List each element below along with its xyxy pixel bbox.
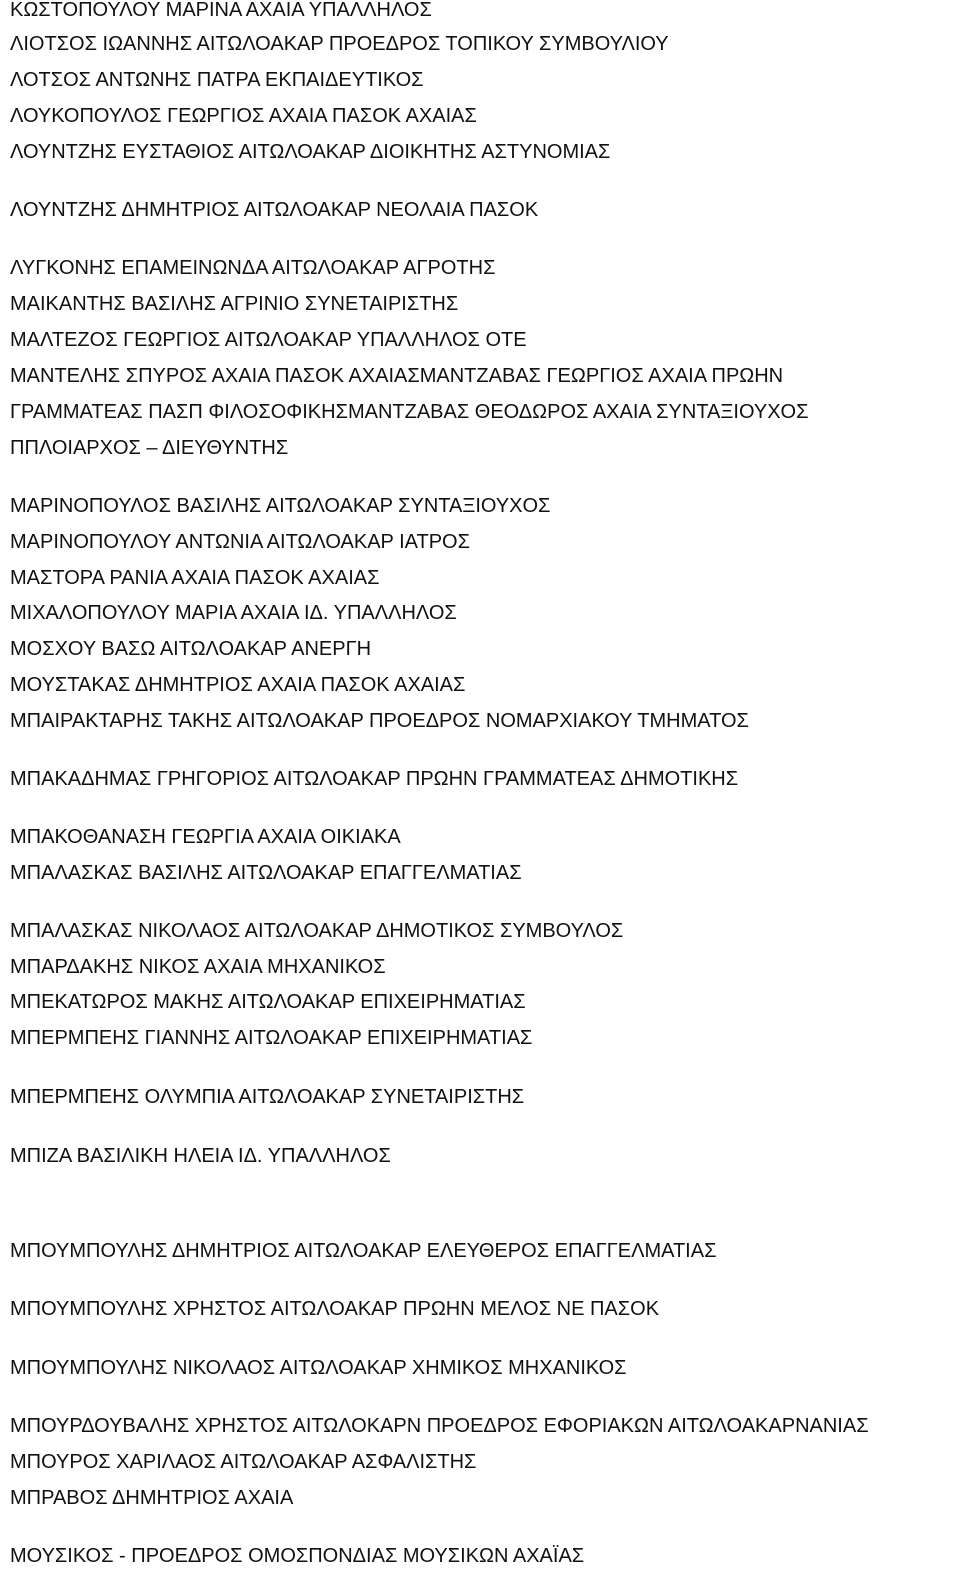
document-line: ΚΩΣΤΟΠΟΥΛΟΥ ΜΑΡΙΝΑ ΑΧΑΙΑ ΥΠΑΛΛΗΛΟΣ xyxy=(10,0,432,21)
document-line: ΜΑΛΤΕΖΟΣ ΓΕΩΡΓΙΟΣ ΑΙΤΩΛΟΑΚΑΡ ΥΠΑΛΛΗΛΟΣ ΟΤΕ xyxy=(10,329,527,351)
document-line: ΜΠΟΥΜΠΟΥΛΗΣ ΝΙΚΟΛΑΟΣ ΑΙΤΩΛΟΑΚΑΡ ΧΗΜΙΚΟΣ ΜΗΧΑΝΙΚΟΣ xyxy=(10,1357,627,1379)
document-line: ΛΥΓΚΟΝΗΣ ΕΠΑΜΕΙΝΩΝΔΑ ΑΙΤΩΛΟΑΚΑΡ ΑΓΡΟΤΗΣ xyxy=(10,257,496,279)
document-line: ΜΟΥΣΙΚΟΣ - ΠΡΟΕΔΡΟΣ ΟΜΟΣΠΟΝΔΙΑΣ ΜΟΥΣΙΚΩΝ ΑΧΑΪΑΣ xyxy=(10,1545,585,1567)
document-line: ΜΑΡΙΝΟΠΟΥΛΟΣ ΒΑΣΙΛΗΣ ΑΙΤΩΛΟΑΚΑΡ ΣΥΝΤΑΞΙΟΥΧΟΣ xyxy=(10,495,551,517)
document-line: ΜΟΣΧΟΥ ΒΑΣΩ ΑΙΤΩΛΟΑΚΑΡ ΑΝΕΡΓΗ xyxy=(10,638,372,660)
document-line: ΛΙΟΤΣΟΣ ΙΩΑΝΝΗΣ ΑΙΤΩΛΟΑΚΑΡ ΠΡΟΕΔΡΟΣ ΤΟΠΙΚΟΥ ΣΥΜΒΟΥΛΙΟΥ xyxy=(10,33,669,55)
document-line: ΜΠΟΥΡΔΟΥΒΑΛΗΣ ΧΡΗΣΤΟΣ ΑΙΤΩΛΟΚΑΡΝ ΠΡΟΕΔΡΟΣ ΕΦΟΡΙΑΚΩΝ ΑΙΤΩΛΟΑΚΑΡΝΑΝΙΑΣ xyxy=(10,1415,869,1437)
document-line: ΜΟΥΣΤΑΚΑΣ ΔΗΜΗΤΡΙΟΣ ΑΧΑΙΑ ΠΑΣΟΚ ΑΧΑΙΑΣ xyxy=(10,674,466,696)
document-line: ΜΠΕΡΜΠΕΗΣ ΟΛΥΜΠΙΑ ΑΙΤΩΛΟΑΚΑΡ ΣΥΝΕΤΑΙΡΙΣΤΗΣ xyxy=(10,1086,525,1108)
document-line: ΛΟΥΝΤΖΗΣ ΔΗΜΗΤΡΙΟΣ ΑΙΤΩΛΟΑΚΑΡ ΝΕΟΛΑΙΑ ΠΑΣΟΚ xyxy=(10,199,539,221)
document-line: ΠΠΛΟΙΑΡΧΟΣ – ΔΙΕΥΘΥΝΤΗΣ xyxy=(10,437,289,459)
document-line: ΜΠΟΥΜΠΟΥΛΗΣ ΧΡΗΣΤΟΣ ΑΙΤΩΛΟΑΚΑΡ ΠΡΩΗΝ ΜΕΛΟΣ ΝΕ ΠΑΣΟΚ xyxy=(10,1298,660,1320)
document-line: ΜΠΟΥΜΠΟΥΛΗΣ ΔΗΜΗΤΡΙΟΣ ΑΙΤΩΛΟΑΚΑΡ ΕΛΕΥΘΕΡΟΣ ΕΠΑΓΓΕΛΜΑΤΙΑΣ xyxy=(10,1240,717,1262)
document-line: ΜΠΙΖΑ ΒΑΣΙΛΙΚΗ ΗΛΕΙΑ ΙΔ. ΥΠΑΛΛΗΛΟΣ xyxy=(10,1145,391,1167)
document-line: ΛΟΤΣΟΣ ΑΝΤΩΝΗΣ ΠΑΤΡΑ ΕΚΠΑΙΔΕΥΤΙΚΟΣ xyxy=(10,69,424,91)
document-line: ΓΡΑΜΜΑΤΕΑΣ ΠΑΣΠ ΦΙΛΟΣΟΦΙΚΗΣΜΑΝΤΖΑΒΑΣ ΘΕΟΔΩΡΟΣ ΑΧΑΙΑ ΣΥΝΤΑΞΙΟΥΧΟΣ xyxy=(10,401,809,423)
document-line: ΜΑΣΤΟΡΑ ΡΑΝΙΑ ΑΧΑΙΑ ΠΑΣΟΚ ΑΧΑΙΑΣ xyxy=(10,567,380,589)
document-line: ΜΠΑΙΡΑΚΤΑΡΗΣ ΤΑΚΗΣ ΑΙΤΩΛΟΑΚΑΡ ΠΡΟΕΔΡΟΣ ΝΟΜΑΡΧΙΑΚΟΥ ΤΜΗΜΑΤΟΣ xyxy=(10,710,749,732)
document-line: ΜΠΡΑΒΟΣ ΔΗΜΗΤΡΙΟΣ ΑΧΑΙΑ xyxy=(10,1487,294,1509)
document-line: ΜΑΝΤΕΛΗΣ ΣΠΥΡΟΣ ΑΧΑΙΑ ΠΑΣΟΚ ΑΧΑΙΑΣΜΑΝΤΖΑΒΑΣ ΓΕΩΡΓΙΟΣ ΑΧΑΙΑ ΠΡΩΗΝ xyxy=(10,365,784,387)
document-line: ΜΠΕΡΜΠΕΗΣ ΓΙΑΝΝΗΣ ΑΙΤΩΛΟΑΚΑΡ ΕΠΙΧΕΙΡΗΜΑΤΙΑΣ xyxy=(10,1027,533,1049)
document-line: ΜΠΑΚΑΔΗΜΑΣ ΓΡΗΓΟΡΙΟΣ ΑΙΤΩΛΟΑΚΑΡ ΠΡΩΗΝ ΓΡΑΜΜΑΤΕΑΣ ΔΗΜΟΤΙΚΗΣ xyxy=(10,768,739,790)
document-line: ΜΠΑΚΟΘΑΝΑΣΗ ΓΕΩΡΓΙΑ ΑΧΑΙΑ ΟΙΚΙΑΚΑ xyxy=(10,826,401,848)
document-line: ΜΠΑΛΑΣΚΑΣ ΒΑΣΙΛΗΣ ΑΙΤΩΛΟΑΚΑΡ ΕΠΑΓΓΕΛΜΑΤΙΑΣ xyxy=(10,862,522,884)
document-line: ΜΙΧΑΛΟΠΟΥΛΟΥ ΜΑΡΙΑ ΑΧΑΙΑ ΙΔ. ΥΠΑΛΛΗΛΟΣ xyxy=(10,602,457,624)
document-line: ΛΟΥΚΟΠΟΥΛΟΣ ΓΕΩΡΓΙΟΣ ΑΧΑΙΑ ΠΑΣΟΚ ΑΧΑΙΑΣ xyxy=(10,105,477,127)
document-line: ΜΑΙΚΑΝΤΗΣ ΒΑΣΙΛΗΣ ΑΓΡΙΝΙΟ ΣΥΝΕΤΑΙΡΙΣΤΗΣ xyxy=(10,293,459,315)
document-line: ΜΑΡΙΝΟΠΟΥΛΟΥ ΑΝΤΩΝΙΑ ΑΙΤΩΛΟΑΚΑΡ ΙΑΤΡΟΣ xyxy=(10,531,470,553)
document-line: ΜΠΟΥΡΟΣ ΧΑΡΙΛΑΟΣ ΑΙΤΩΛΟΑΚΑΡ ΑΣΦΑΛΙΣΤΗΣ xyxy=(10,1451,477,1473)
document-line: ΛΟΥΝΤΖΗΣ ΕΥΣΤΑΘΙΟΣ ΑΙΤΩΛΟΑΚΑΡ ΔΙΟΙΚΗΤΗΣ ΑΣΤΥΝΟΜΙΑΣ xyxy=(10,141,611,163)
document-line: ΜΠΑΛΑΣΚΑΣ ΝΙΚΟΛΑΟΣ ΑΙΤΩΛΟΑΚΑΡ ΔΗΜΟΤΙΚΟΣ ΣΥΜΒΟΥΛΟΣ xyxy=(10,920,624,942)
document-line: ΜΠΕΚΑΤΩΡΟΣ ΜΑΚΗΣ ΑΙΤΩΛΟΑΚΑΡ ΕΠΙΧΕΙΡΗΜΑΤΙΑΣ xyxy=(10,991,526,1013)
document-line: ΜΠΑΡΔΑΚΗΣ ΝΙΚΟΣ ΑΧΑΙΑ ΜΗΧΑΝΙΚΟΣ xyxy=(10,956,386,978)
